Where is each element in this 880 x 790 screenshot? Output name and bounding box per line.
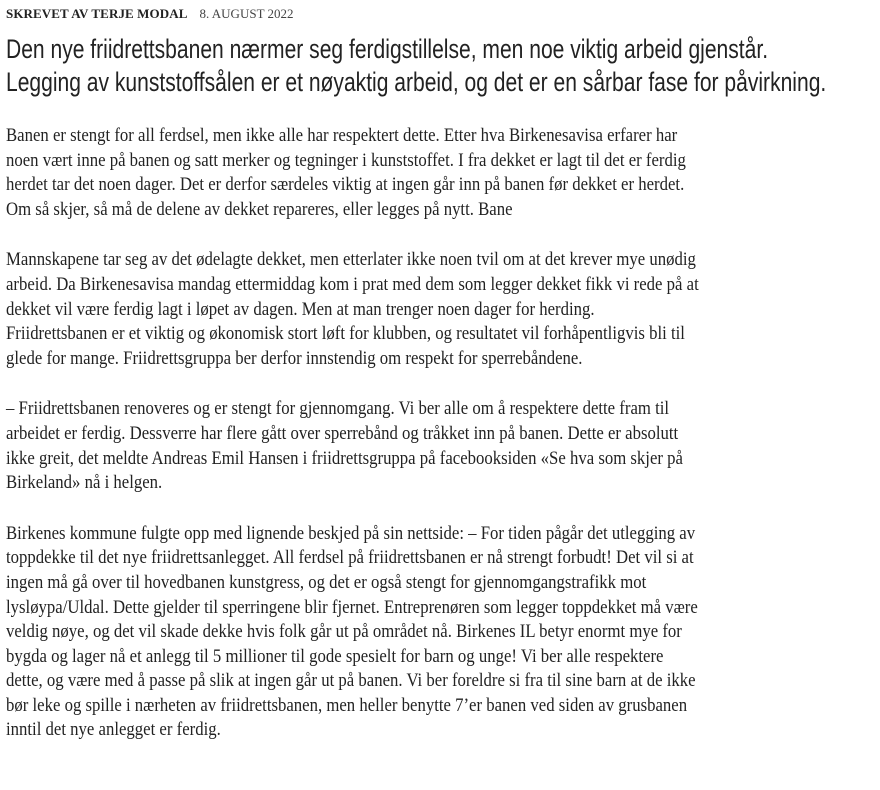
text-line: Banen er stengt for all ferdsel, men ikke alle har respektert dette. Etter hva Birkenesavisa erfarer har [6,126,678,146]
text-line: veldig nøye, og det vil skade dekke hvis folk går ut på området nå. Birkenes IL betyr enormt mye for [6,622,682,643]
text-line: bør leke og spille i nærheten av friidrettsbanen, men heller benytte 7’er banen ved siden av grusbanen [6,695,688,716]
text-line: Birkeland» nå i helgen. [6,473,163,494]
text-line: Birkenes kommune fulgte opp med lignende beskjed på sin nettside: – For tiden pågår det utlegging av [6,523,696,544]
text-line: noen vært inne på banen og satt merker og tegninger i kunststoffet. I fra dekket er lagt til det er ferdig [6,150,686,171]
text-line: dekket vil være ferdig lagt i løpet av dagen. Men at man trenger noen dager for herding. [6,299,595,320]
text-line: arbeid. Da Birkenesavisa mandag ettermiddag kom i prat med dem som legger dekket fikk vi rede på at [6,274,699,295]
paragraph-4 [6,522,771,743]
publish-date: 8. AUGUST 2022 [199,6,294,21]
byline [6,6,294,22]
paragraph-1 [6,124,771,222]
text-line: Mannskapene tar seg av det ødelagte dekket, men etterlater ikke noen tvil om at det krever mye unødig [6,250,696,271]
headline-line: Legging av kunststoffsålen er et nøyaktig arbeid, og det er en sårbar fase for påvirkning. [6,67,827,97]
text-line: inntil det nye anlegget er ferdig. [6,720,221,741]
text-line: glede for mange. Friidrettsgruppa ber derfor innstendig om respekt for sperrebåndene. [6,348,583,369]
text-line: Om så skjer, så må de delene av dekket repareres, eller legges på nytt. Bane [6,199,513,220]
text-line: bygda og lager nå et anlegg til 5 millioner til gode spesielt for barn og unge! Vi ber alle respektere [6,646,664,667]
author-name: SKREVET AV TERJE MODAL [6,6,188,21]
article-body [6,124,771,769]
article-headline [6,33,880,99]
text-line: – Friidrettsbanen renoveres og er stengt for gjennomgang. Vi ber alle om å respektere dette fram til [6,399,670,420]
text-line: herdet tar det noen dager. Det er derfor særdeles viktig at ingen går inn på banen før dekket er herdet. [6,175,685,196]
text-line: ingen må gå over til hovedbanen kunstgress, og det er også stengt for gjennomgangstrafikk mot [6,572,647,593]
text-line: lysløypa/Uldal. Dette gjelder til sperringene blir fjernet. Entreprenøren som legger toppdekket må være [6,597,698,618]
paragraph-2 [6,248,771,371]
paragraph-3 [6,397,771,495]
text-line: ikke greit, det meldte Andreas Emil Hansen i friidrettsgruppa på facebooksiden «Se hva som skjer på [6,448,683,469]
text-line: arbeidet er ferdig. Dessverre har flere gått over sperrebånd og tråkket inn på banen. Dette er absolutt [6,423,679,444]
headline-line: Den nye friidrettsbanen nærmer seg ferdigstillelse, men noe viktig arbeid gjenstår. [6,34,769,64]
text-line: toppdekke til det nye friidrettsanlegget. All ferdsel på friidrettsbanen er nå strengt forbudt! Det vil si at [6,548,694,569]
text-line: Friidrettsbanen er et viktig og økonomisk stort løft for klubben, og resultatet vil forhåpentligvis bli til [6,324,685,345]
text-line: dette, og være med å passe på slik at ingen går ut på banen. Vi ber foreldre si fra til sine barn at de ikke [6,671,696,692]
